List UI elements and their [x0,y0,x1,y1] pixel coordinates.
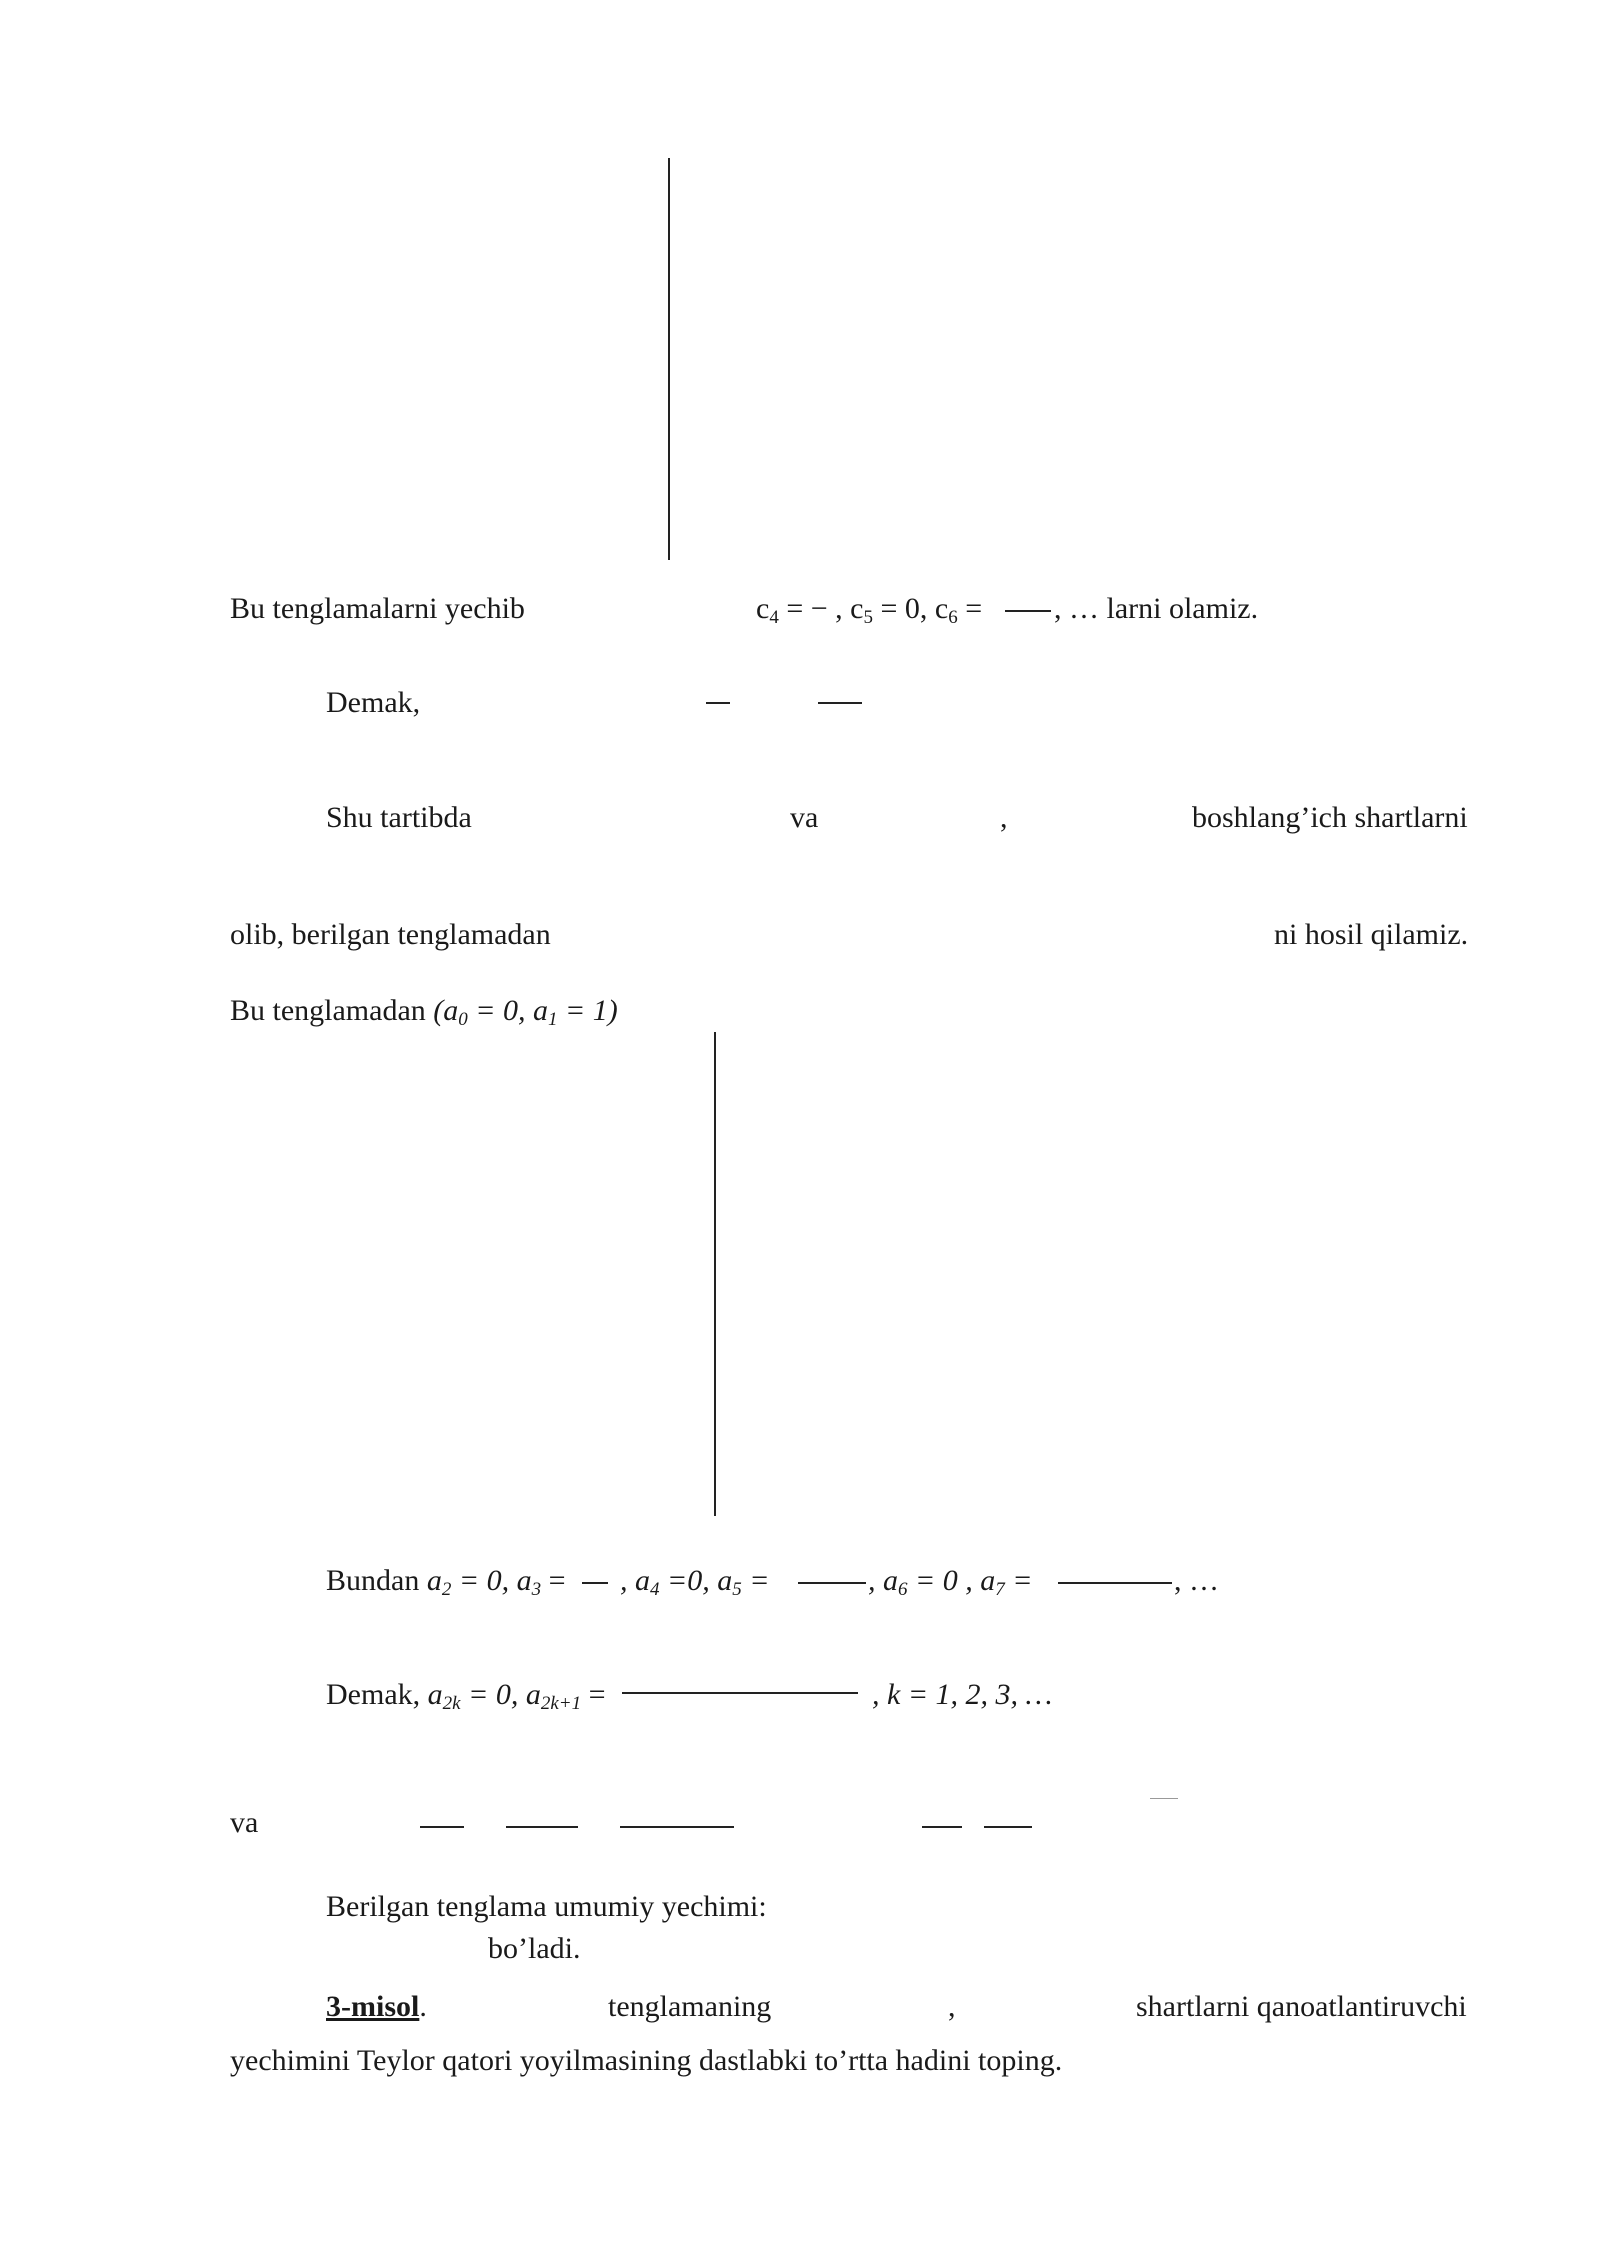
fraction-bar [818,702,862,704]
fraction-bar [798,1582,866,1584]
fraction-bar [622,1692,858,1694]
fraction-bar [984,1826,1032,1828]
fraction-bar [620,1826,734,1828]
demak-tail: , k = 1, 2, 3, … [872,1678,1053,1711]
general-solution: Berilgan tenglama umumiy yechimi: [326,1890,767,1923]
system-brace-top [668,158,670,560]
example-title: 3-misol. [326,1990,427,2023]
fraction-bar [1005,610,1051,612]
hosil-qilamiz: ni hosil qilamiz. [1274,918,1469,951]
olib-berilgan: olib, berilgan tenglamadan [230,918,551,951]
comma: , [1000,801,1008,834]
bundan-tail: , … [1174,1564,1219,1597]
fraction-bar [506,1826,578,1828]
example-task: yechimini Teylor qatori yoyilmasining dastlabki to’rtta hadini toping. [230,2044,1063,2077]
bu-tenglamadan: Bu tenglamadan ($a_0 = 0$, $a_1 = 1$) [230,994,618,1030]
paragraph-solving: Bu tenglamalarni yechib [230,592,525,625]
demak-general-coefficients: Demak, $a_{2k} = 0$, $a_{2k+1}$ = [326,1678,606,1714]
tenglamaning: tenglamaning [608,1990,772,2023]
fraction-bar [420,1826,464,1828]
c-coefficients: $c_4$ = − , $c_5 = 0$, $c_6$ = [756,592,983,628]
system-brace-bottom [714,1032,716,1516]
fraction-bar [706,702,730,704]
bundan-a6-a7: , $a_6 = 0$ , $a_7$ = [868,1564,1033,1600]
demak-label: Demak, [326,686,421,719]
comma: , [948,1990,956,2023]
word-va: va [790,801,819,834]
satisfying-conditions: shartlarni qanoatlantiruvchi [1136,1990,1467,2023]
fraction-bar [1150,1798,1178,1799]
bundan-line: Bundan $a_2 = 0$, $a_3$ = [326,1564,566,1600]
fraction-bar [582,1582,608,1584]
word-va-series: va [230,1806,259,1839]
c-tail: , … larni olamiz. [1054,592,1259,625]
bundan-a4-a5: , $a_4 =0$, $a_5$ = [620,1564,770,1600]
shu-tartibda: Shu tartibda [326,801,472,834]
fraction-bar [922,1826,962,1828]
boladi: bo’ladi. [488,1932,581,1965]
initial-conditions: boshlang’ich shartlarni [1192,801,1468,834]
fraction-bar [1058,1582,1172,1584]
